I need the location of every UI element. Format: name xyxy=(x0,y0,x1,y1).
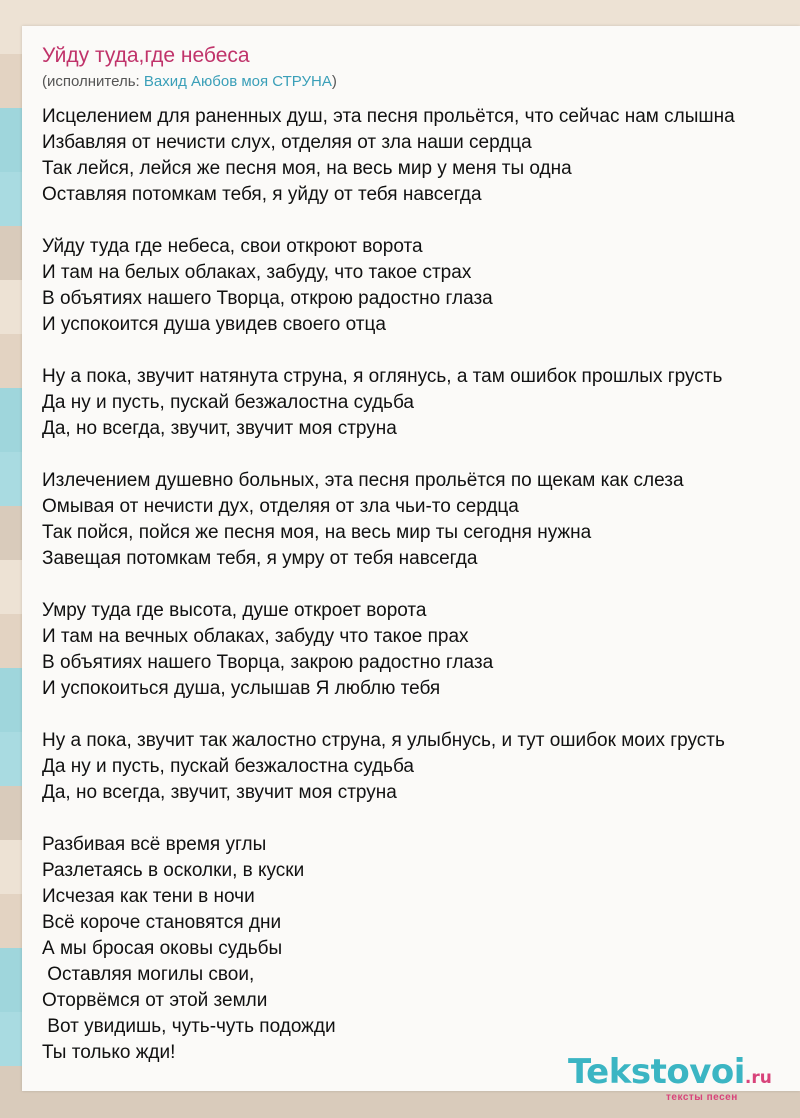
lyric-line: А мы бросая оковы судьбы xyxy=(42,938,283,959)
lyric-line: И там на вечных облаках, забуду что такое прах xyxy=(42,626,469,647)
stanza-break xyxy=(42,338,800,364)
lyric-line: В объятиях нашего Творца, открою радостно глаза xyxy=(42,288,493,309)
stanza-break xyxy=(42,208,800,234)
lyric-line: Разбивая всё время углы xyxy=(42,834,267,855)
lyric-line: Оторвёмся от этой земли xyxy=(42,990,268,1011)
logo-domain: .ru xyxy=(744,1068,772,1088)
lyric-line: Ну а пока, звучит так жалостно струна, я улыбнусь, и тут ошибок моих грусть xyxy=(42,730,725,751)
lyric-line: Излечением душевно больных, эта песня прольётся по щекам как слеза xyxy=(42,470,684,491)
lyric-line: Избавляя от нечисти слух, отделяя от зла наши сердца xyxy=(42,132,532,153)
lyric-line: Разлетаясь в осколки, в куски xyxy=(42,860,305,881)
stanza-break xyxy=(42,442,800,468)
song-title: Уйду туда,где небеса xyxy=(42,44,250,67)
lyric-line: Всё короче становятся дни xyxy=(42,912,282,933)
logo-tagline: тексты песен xyxy=(666,1092,738,1103)
lyric-line: Да, но всегда, звучит, звучит моя струна xyxy=(42,418,397,439)
lyrics-body xyxy=(42,104,800,1064)
stanza-break xyxy=(42,806,800,832)
lyric-line: Ты только жди! xyxy=(42,1042,176,1063)
site-logo[interactable] xyxy=(568,1052,772,1103)
lyric-line: В объятиях нашего Творца, закрою радостно глаза xyxy=(42,652,494,673)
lyric-line: Так пойся, пойся же песня моя, на весь мир ты сегодня нужна xyxy=(42,522,592,543)
lyric-line: Вот увидишь, чуть-чуть подожди xyxy=(42,1016,336,1037)
lyric-line: Исцелением для раненных душ, эта песня прольётся, что сейчас нам слышна xyxy=(42,106,735,127)
lyric-line: Завещая потомкам тебя, я умру от тебя навсегда xyxy=(42,548,478,569)
artist-suffix: ) xyxy=(331,73,337,90)
artist-prefix: (исполнитель: xyxy=(42,73,144,90)
lyric-line: Уйду туда где небеса, свои откроют ворота xyxy=(42,236,423,257)
lyric-line: Да ну и пусть, пускай безжалостна судьба xyxy=(42,756,414,777)
lyric-line: Оставляя потомкам тебя, я уйду от тебя навсегда xyxy=(42,184,482,205)
lyric-line: Ну а пока, звучит натянута струна, я оглянусь, а там ошибок прошлых грусть xyxy=(42,366,723,387)
lyric-line: Умру туда где высота, душе откроет ворота xyxy=(42,600,427,621)
lyric-line: Оставляя могилы свои, xyxy=(42,964,255,985)
lyric-line: Да, но всегда, звучит, звучит моя струна xyxy=(42,782,397,803)
stanza-break xyxy=(42,702,800,728)
artist-line xyxy=(42,73,337,90)
lyric-line: Так лейся, лейся же песня моя, на весь мир у меня ты одна xyxy=(42,158,572,179)
lyric-line: Да ну и пусть, пускай безжалостна судьба xyxy=(42,392,414,413)
lyric-line: Исчезая как тени в ночи xyxy=(42,886,255,907)
lyric-line: Омывая от нечисти дух, отделяя от зла чьи-то сердца xyxy=(42,496,519,517)
logo-text: Tekstovoi xyxy=(568,1052,745,1092)
lyric-line: И успокоится душа увидев своего отца xyxy=(42,314,386,335)
stanza-break xyxy=(42,572,800,598)
artist-link[interactable]: Вахид Аюбов моя СТРУНА xyxy=(143,73,332,90)
lyric-line: И там на белых облаках, забуду, что такое страх xyxy=(42,262,472,283)
lyric-line: И успокоиться душа, услышав Я люблю тебя xyxy=(42,678,441,699)
